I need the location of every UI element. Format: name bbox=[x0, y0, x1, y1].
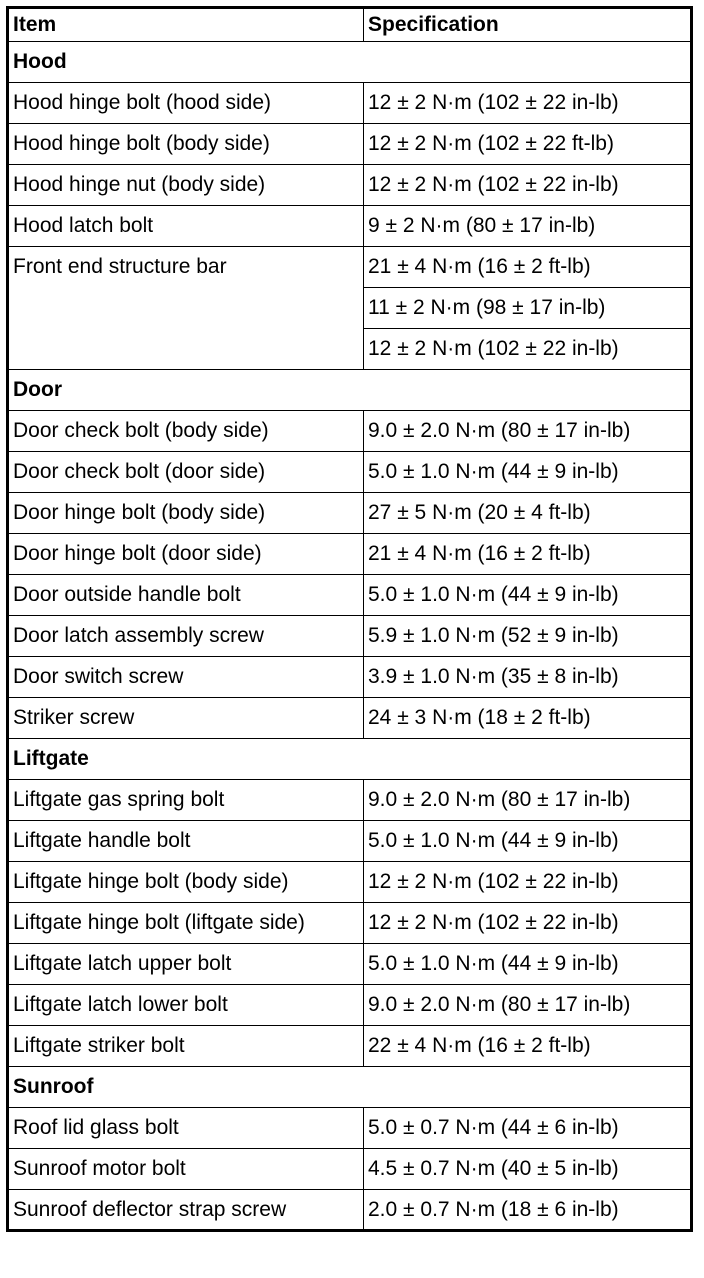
item-cell: Sunroof deflector strap screw bbox=[8, 1190, 364, 1231]
spec-cell: 9.0 ± 2.0 N·m (80 ± 17 in-lb) bbox=[364, 411, 692, 452]
item-cell: Door check bolt (door side) bbox=[8, 452, 364, 493]
table-row bbox=[8, 493, 692, 534]
item-cell: Striker screw bbox=[8, 698, 364, 739]
table-row bbox=[8, 206, 692, 247]
header-item: Item bbox=[8, 8, 364, 42]
item-cell: Door switch screw bbox=[8, 657, 364, 698]
section-row bbox=[8, 1067, 692, 1108]
item-cell: Hood hinge bolt (hood side) bbox=[8, 83, 364, 124]
spec-cell: 21 ± 4 N·m (16 ± 2 ft-lb) bbox=[364, 247, 692, 288]
item-cell: Roof lid glass bolt bbox=[8, 1108, 364, 1149]
section-row bbox=[8, 370, 692, 411]
item-cell: Liftgate hinge bolt (body side) bbox=[8, 862, 364, 903]
table-row bbox=[8, 124, 692, 165]
spec-cell: 24 ± 3 N·m (18 ± 2 ft-lb) bbox=[364, 698, 692, 739]
table-row bbox=[8, 1108, 692, 1149]
table-row bbox=[8, 247, 692, 288]
table-row bbox=[8, 165, 692, 206]
table-row bbox=[8, 903, 692, 944]
item-cell: Front end structure bar bbox=[8, 247, 364, 370]
item-cell: Liftgate latch lower bolt bbox=[8, 985, 364, 1026]
spec-cell: 12 ± 2 N·m (102 ± 22 in-lb) bbox=[364, 165, 692, 206]
spec-cell: 12 ± 2 N·m (102 ± 22 in-lb) bbox=[364, 329, 692, 370]
spec-cell: 9 ± 2 N·m (80 ± 17 in-lb) bbox=[364, 206, 692, 247]
spec-cell: 4.5 ± 0.7 N·m (40 ± 5 in-lb) bbox=[364, 1149, 692, 1190]
item-cell: Hood latch bolt bbox=[8, 206, 364, 247]
table-row bbox=[8, 657, 692, 698]
torque-spec-table bbox=[6, 6, 693, 1232]
item-cell: Door check bolt (body side) bbox=[8, 411, 364, 452]
table-row bbox=[8, 985, 692, 1026]
item-cell: Door outside handle bolt bbox=[8, 575, 364, 616]
section-title: Door bbox=[8, 370, 692, 411]
item-cell: Liftgate latch upper bolt bbox=[8, 944, 364, 985]
spec-cell: 27 ± 5 N·m (20 ± 4 ft-lb) bbox=[364, 493, 692, 534]
spec-cell: 12 ± 2 N·m (102 ± 22 in-lb) bbox=[364, 903, 692, 944]
spec-cell: 5.9 ± 1.0 N·m (52 ± 9 in-lb) bbox=[364, 616, 692, 657]
table-row bbox=[8, 616, 692, 657]
section-title: Liftgate bbox=[8, 739, 692, 780]
table-row bbox=[8, 1149, 692, 1190]
table-row bbox=[8, 452, 692, 493]
spec-cell: 12 ± 2 N·m (102 ± 22 in-lb) bbox=[364, 83, 692, 124]
header-specification: Specification bbox=[364, 8, 692, 42]
spec-cell: 5.0 ± 1.0 N·m (44 ± 9 in-lb) bbox=[364, 821, 692, 862]
spec-cell: 5.0 ± 1.0 N·m (44 ± 9 in-lb) bbox=[364, 575, 692, 616]
spec-cell: 3.9 ± 1.0 N·m (35 ± 8 in-lb) bbox=[364, 657, 692, 698]
item-cell: Liftgate hinge bolt (liftgate side) bbox=[8, 903, 364, 944]
section-row bbox=[8, 42, 692, 83]
section-title: Sunroof bbox=[8, 1067, 692, 1108]
item-cell: Sunroof motor bolt bbox=[8, 1149, 364, 1190]
section-row bbox=[8, 739, 692, 780]
spec-cell: 22 ± 4 N·m (16 ± 2 ft-lb) bbox=[364, 1026, 692, 1067]
spec-cell: 9.0 ± 2.0 N·m (80 ± 17 in-lb) bbox=[364, 780, 692, 821]
table-row bbox=[8, 698, 692, 739]
table-row bbox=[8, 780, 692, 821]
item-cell: Liftgate striker bolt bbox=[8, 1026, 364, 1067]
table-header-row bbox=[8, 8, 692, 42]
spec-cell: 21 ± 4 N·m (16 ± 2 ft-lb) bbox=[364, 534, 692, 575]
table-row bbox=[8, 534, 692, 575]
spec-cell: 2.0 ± 0.7 N·m (18 ± 6 in-lb) bbox=[364, 1190, 692, 1231]
table-row bbox=[8, 862, 692, 903]
table-body bbox=[8, 42, 692, 1231]
item-cell: Liftgate handle bolt bbox=[8, 821, 364, 862]
spec-cell: 5.0 ± 1.0 N·m (44 ± 9 in-lb) bbox=[364, 452, 692, 493]
spec-cell: 11 ± 2 N·m (98 ± 17 in-lb) bbox=[364, 288, 692, 329]
table-row bbox=[8, 821, 692, 862]
table-row bbox=[8, 944, 692, 985]
item-cell: Door hinge bolt (body side) bbox=[8, 493, 364, 534]
table-row bbox=[8, 411, 692, 452]
spec-cell: 5.0 ± 1.0 N·m (44 ± 9 in-lb) bbox=[364, 944, 692, 985]
spec-cell: 12 ± 2 N·m (102 ± 22 ft-lb) bbox=[364, 124, 692, 165]
item-cell: Door hinge bolt (door side) bbox=[8, 534, 364, 575]
item-cell: Hood hinge nut (body side) bbox=[8, 165, 364, 206]
item-cell: Hood hinge bolt (body side) bbox=[8, 124, 364, 165]
item-cell: Liftgate gas spring bolt bbox=[8, 780, 364, 821]
item-cell: Door latch assembly screw bbox=[8, 616, 364, 657]
section-title: Hood bbox=[8, 42, 692, 83]
spec-cell: 12 ± 2 N·m (102 ± 22 in-lb) bbox=[364, 862, 692, 903]
table-row bbox=[8, 1026, 692, 1067]
table-row bbox=[8, 1190, 692, 1231]
table-row bbox=[8, 83, 692, 124]
spec-cell: 9.0 ± 2.0 N·m (80 ± 17 in-lb) bbox=[364, 985, 692, 1026]
table-row bbox=[8, 575, 692, 616]
spec-cell: 5.0 ± 0.7 N·m (44 ± 6 in-lb) bbox=[364, 1108, 692, 1149]
